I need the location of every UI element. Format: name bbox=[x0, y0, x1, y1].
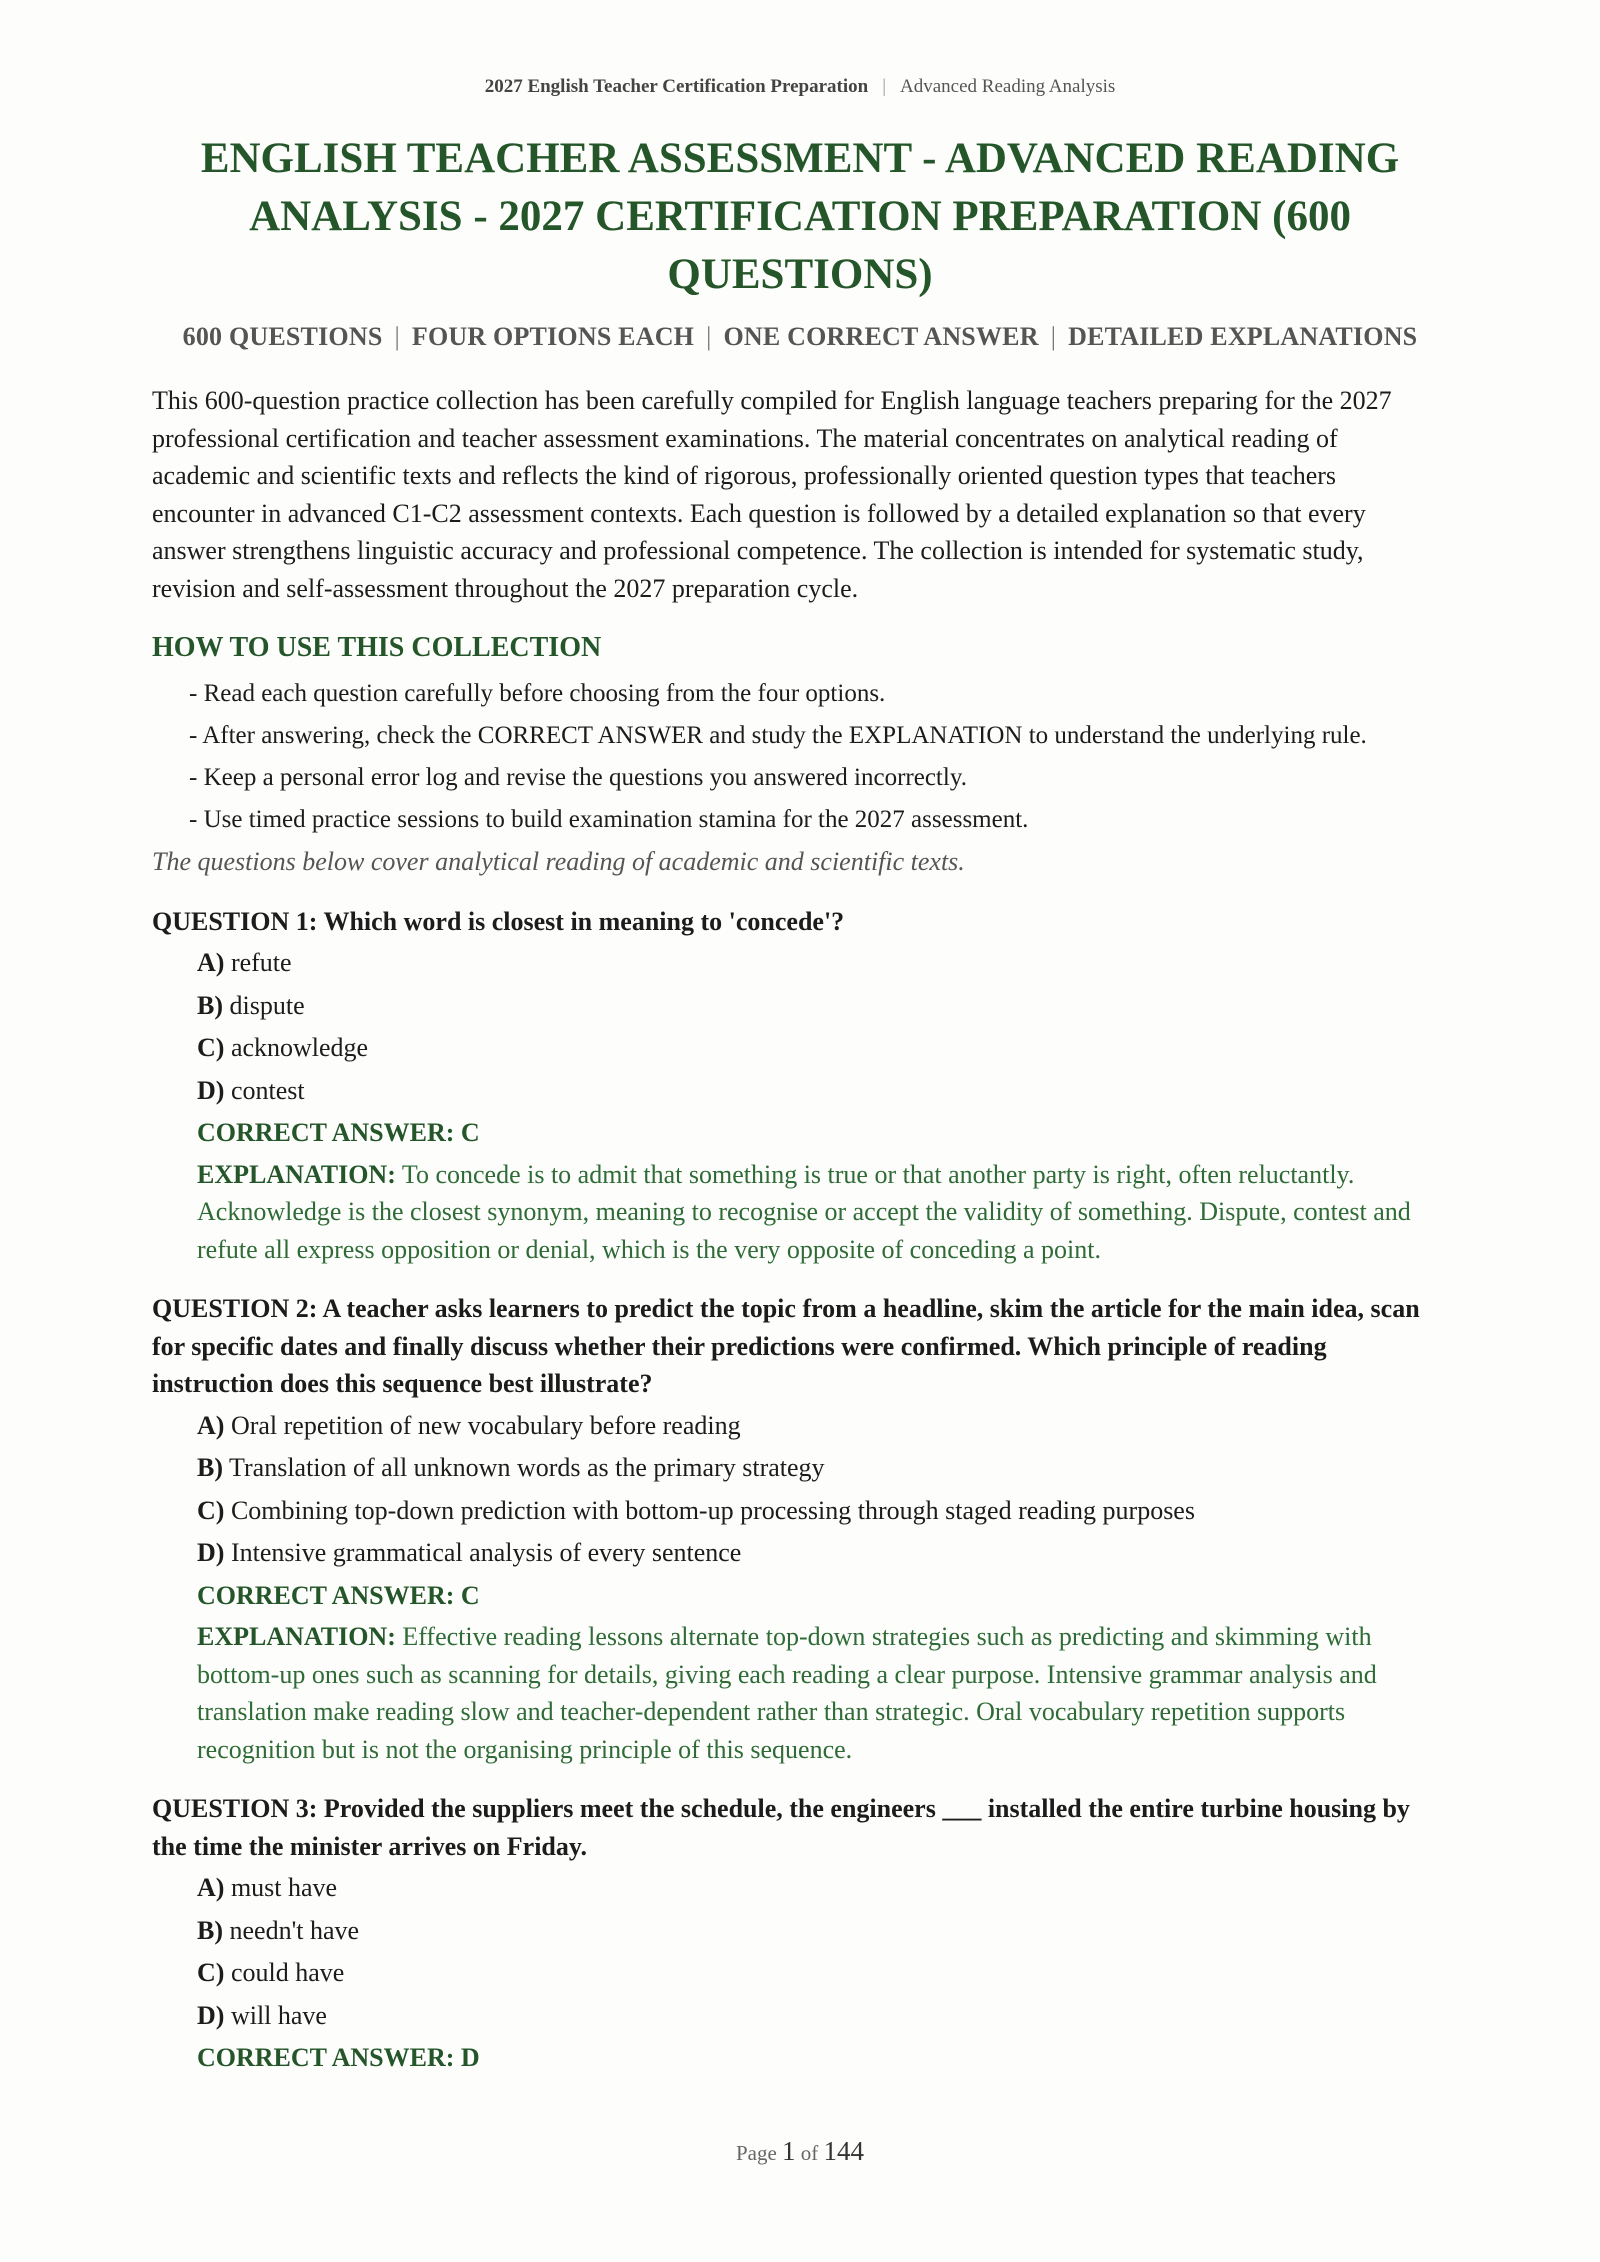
explanation bbox=[152, 1618, 1442, 1768]
page-number: 1 bbox=[782, 2136, 796, 2166]
subtitle-separator: | bbox=[706, 322, 712, 351]
option-letter: A) bbox=[197, 948, 225, 977]
question-text: QUESTION 1: Which word is closest in meaning to 'concede'? bbox=[152, 906, 845, 936]
option-letter: B) bbox=[197, 1453, 223, 1482]
howto-item: - Read each question carefully before choosing from the four options. bbox=[189, 680, 886, 707]
option-letter: C) bbox=[197, 1033, 225, 1062]
running-header-right: Advanced Reading Analysis bbox=[900, 76, 1116, 97]
explanation-label: EXPLANATION: bbox=[197, 1159, 396, 1189]
howto-list bbox=[152, 675, 1442, 838]
option-text: Translation of all unknown words as the primary strategy bbox=[229, 1453, 825, 1482]
subtitle-item: 600 QUESTIONS bbox=[182, 322, 383, 351]
option-text: must have bbox=[230, 1873, 338, 1902]
option-letter: B) bbox=[197, 1915, 223, 1945]
option-letter: C) bbox=[197, 1958, 225, 1987]
option-item bbox=[197, 1449, 1442, 1487]
option-item bbox=[197, 1029, 1442, 1067]
page-footer bbox=[0, 2136, 1600, 2167]
option-text: contest bbox=[230, 1075, 305, 1105]
option-item bbox=[197, 987, 1442, 1025]
running-header-left: 2027 English Teacher Certification Preparation bbox=[484, 76, 869, 97]
option-text: Combining top-down prediction with bottom-up processing through staged reading purposes bbox=[230, 1495, 1195, 1525]
option-letter: D) bbox=[197, 1538, 225, 1567]
subtitle-item: ONE CORRECT ANSWER bbox=[723, 322, 1039, 351]
option-letter: A) bbox=[197, 1873, 225, 1902]
option-letter: B) bbox=[197, 990, 223, 1020]
option-text: will have bbox=[230, 2000, 327, 2030]
correct-answer: CORRECT ANSWER: C bbox=[197, 1118, 480, 1147]
option-text: Oral repetition of new vocabulary before reading bbox=[230, 1410, 741, 1440]
option-letter: D) bbox=[197, 2000, 225, 2030]
howto-note: The questions below cover analytical reading of academic and scientific texts. bbox=[152, 847, 965, 876]
question-text: QUESTION 3: Provided the suppliers meet the schedule, the engineers ___ installed the entire turbine housing by the time the minister arrives on Friday. bbox=[152, 1794, 1410, 1861]
option-text: acknowledge bbox=[230, 1033, 369, 1062]
document-title: ENGLISH TEACHER ASSESSMENT - ADVANCED READING ANALYSIS - 2027 CERTIFICATION PREPARATION (600 QUESTIONS) bbox=[200, 135, 1400, 298]
main-content bbox=[152, 382, 1442, 2099]
option-text: needn't have bbox=[229, 1915, 360, 1945]
option-letter: C) bbox=[197, 1495, 225, 1525]
question-block bbox=[152, 1290, 1442, 1768]
question-block bbox=[152, 903, 1442, 1269]
option-item bbox=[197, 1492, 1442, 1530]
explanation bbox=[152, 1156, 1442, 1269]
option-item bbox=[197, 1869, 1442, 1907]
running-header-separator: | bbox=[882, 76, 887, 97]
option-item bbox=[197, 1534, 1442, 1572]
subtitle-item: FOUR OPTIONS EACH bbox=[411, 322, 695, 351]
page-label: Page bbox=[735, 2141, 777, 2165]
howto-item: - Keep a personal error log and revise the questions you answered incorrectly. bbox=[189, 764, 967, 791]
correct-answer: CORRECT ANSWER: D bbox=[197, 2043, 480, 2072]
option-letter: D) bbox=[197, 1075, 225, 1105]
howto-item: - After answering, check the CORRECT ANSWER and study the EXPLANATION to understand the underlying rule. bbox=[189, 722, 1367, 749]
option-item bbox=[197, 1997, 1442, 2035]
option-letter: A) bbox=[197, 1410, 225, 1440]
option-item bbox=[197, 1912, 1442, 1950]
of-label: of bbox=[800, 2141, 819, 2165]
options-list bbox=[152, 1869, 1442, 2034]
question-text: QUESTION 2: A teacher asks learners to predict the topic from a headline, skim the article for the main idea, scan for specific dates and finally discuss whether their predictions were confirmed. Which principle of reading instruction does this sequence best illustrate? bbox=[152, 1294, 1420, 1398]
subtitle-separator: | bbox=[394, 322, 400, 351]
page-total: 144 bbox=[823, 2136, 865, 2166]
subtitle-separator: | bbox=[1050, 322, 1057, 351]
explanation-label: EXPLANATION: bbox=[197, 1622, 396, 1651]
option-text: dispute bbox=[229, 990, 305, 1020]
option-item bbox=[197, 944, 1442, 982]
intro-paragraph: This 600-question practice collection has been carefully compiled for English language teachers preparing for the 2027 professional certification and teacher assessment examinations. The material concentrates on analytical reading of academic and scientific texts and reflects the kind of rigorous, professionally oriented question types that teachers encounter in advanced C1-C2 assessment contexts. Each question is followed by a detailed explanation so that every answer strengthens linguistic accuracy and professional competence. The collection is intended for systematic study, revision and self-assessment throughout the 2027 preparation cycle. bbox=[152, 386, 1392, 603]
question-block bbox=[152, 1790, 1442, 2077]
explanation-text: Effective reading lessons alternate top-down strategies such as predicting and skimming with bottom-up ones such as scanning for details, giving each reading a clear purpose. Intensive grammar analysis and translation make reading slow and teacher-dependent rather than strategic. Oral vocabulary repetition supports recognition but is not the organising principle of this sequence. bbox=[197, 1622, 1377, 1764]
howto-item: - Use timed practice sessions to build examination stamina for the 2027 assessment. bbox=[189, 806, 1029, 833]
options-list bbox=[152, 1407, 1442, 1572]
option-item bbox=[197, 1407, 1442, 1445]
option-text: refute bbox=[230, 948, 292, 977]
correct-answer: CORRECT ANSWER: C bbox=[197, 1580, 480, 1610]
option-item bbox=[197, 1072, 1442, 1110]
explanation-text: To concede is to admit that something is true or that another party is right, often reluctantly. Acknowledge is the closest synonym, meaning to recognise or accept the validity of something. Dispute, contest and refute all express opposition or denial, which is the very opposite of conceding a point. bbox=[197, 1159, 1411, 1264]
subtitle-item: DETAILED EXPLANATIONS bbox=[1068, 322, 1418, 351]
options-list bbox=[152, 944, 1442, 1109]
document-subtitle bbox=[0, 322, 1600, 352]
option-text: could have bbox=[230, 1958, 345, 1987]
option-text: Intensive grammatical analysis of every sentence bbox=[230, 1538, 742, 1567]
option-item bbox=[197, 1954, 1442, 1992]
howto-heading: HOW TO USE THIS COLLECTION bbox=[152, 632, 602, 663]
running-header bbox=[0, 76, 1600, 98]
